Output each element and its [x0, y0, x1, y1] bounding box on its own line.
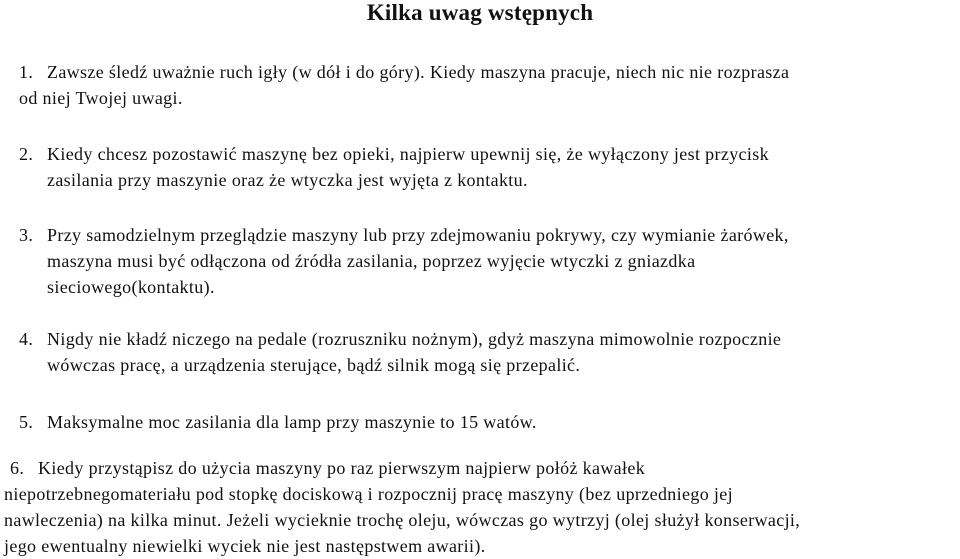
- item-line: Zawsze śledź uważnie ruch igły (w dół i do góry). Kiedy maszyna pracuje, niech nic nie rozprasza: [47, 62, 790, 82]
- item-line: jego ewentualny niewielki wyciek nie jest następstwem awarii).: [4, 536, 486, 556]
- list-item-4: [19, 326, 954, 378]
- item-line: Przy samodzielnym przeglądzie maszyny lub przy zdejmowaniu pokrywy, czy wymianie żarówek,: [47, 225, 789, 245]
- item-line: Kiedy przystąpisz do użycia maszyny po raz pierwszym najpierw połóż kawałek: [38, 458, 646, 478]
- item-line: sieciowego(kontaktu).: [47, 277, 215, 297]
- item-number: 6.: [10, 458, 25, 478]
- list-item-5: [19, 409, 954, 435]
- item-line: od niej Twojej uwagi.: [19, 88, 183, 108]
- item-line: maszyna musi być odłączona od źródła zasilania, poprzez wyjęcie wtyczki z gniazdka: [47, 251, 696, 271]
- item-line: Maksymalne moc zasilania dla lamp przy maszynie to 15 watów.: [47, 412, 537, 432]
- list-item-2: [19, 141, 954, 193]
- item-number: 2.: [19, 144, 34, 164]
- item-line: wówczas pracę, a urządzenia sterujące, bądź silnik mogą się przepalić.: [47, 355, 581, 375]
- item-number: 4.: [19, 329, 34, 349]
- list-item-1: [19, 59, 954, 111]
- page-title: Kilka uwag wstępnych: [366, 0, 594, 25]
- item-line: Kiedy chcesz pozostawić maszynę bez opieki, najpierw upewnij się, że wyłączony jest przycisk: [47, 144, 769, 164]
- item-number: 3.: [19, 225, 34, 245]
- list-item-3: [19, 222, 954, 300]
- item-number: 5.: [19, 412, 34, 432]
- item-line: niepotrzebnegomateriału pod stopkę dociskową i rozpocznij pracę maszyny (bez uprzedniego jej: [4, 484, 733, 504]
- item-line: zasilania przy maszynie oraz że wtyczka jest wyjęta z kontaktu.: [47, 170, 528, 190]
- list-item-6: [4, 455, 956, 559]
- item-number: 1.: [19, 62, 34, 82]
- item-line: nawleczenia) na kilka minut. Jeżeli wycieknie trochę oleju, wówczas go wytrzyj (olej służył konserwacji,: [4, 510, 801, 530]
- item-line: Nigdy nie kładź niczego na pedale (rozruszniku nożnym), gdyż maszyna mimowolnie rozpocznie: [47, 329, 782, 349]
